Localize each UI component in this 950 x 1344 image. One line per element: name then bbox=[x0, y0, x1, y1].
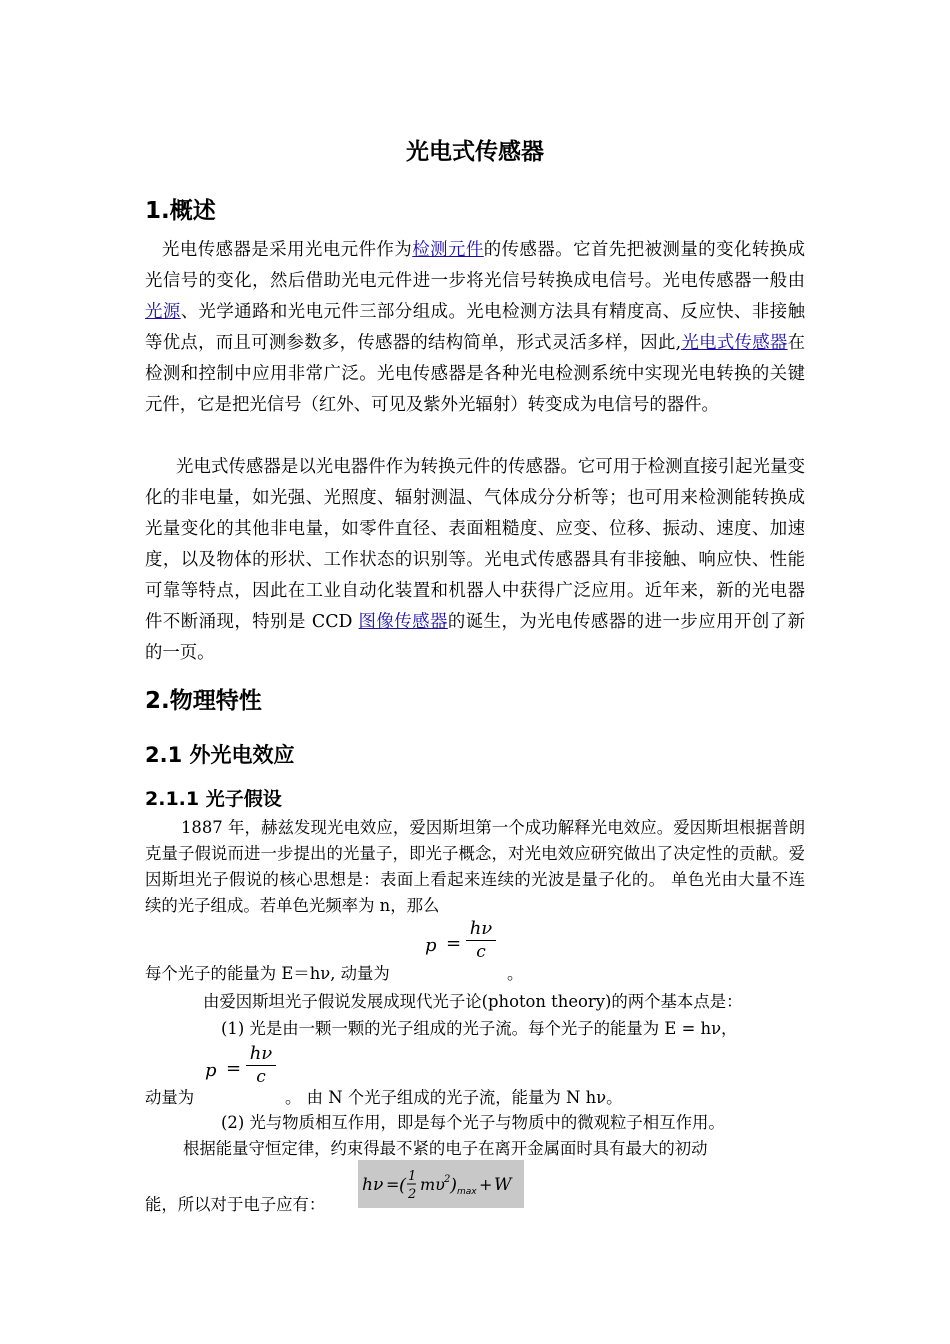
svg-text:mυ: mυ bbox=[420, 1175, 445, 1194]
svg-text:max: max bbox=[457, 1187, 477, 1197]
svg-text:1: 1 bbox=[408, 1169, 417, 1184]
link-image-sensor[interactable]: 图像传感器 bbox=[358, 612, 448, 632]
basic-point-1: (1) 光是由一颗一颗的光子组成的光子流。每个光子的能量为 E = hν， bbox=[221, 1019, 738, 1038]
photoelectric-equation-image bbox=[358, 1160, 524, 1208]
momentum-line-label: 动量为 bbox=[145, 1088, 195, 1107]
photon-hypothesis-paragraph: 1887 年，赫兹发现光电效应，爱因斯坦第一个成功解释光电效应。爱因斯坦根据普朗克量子假说而进一步提出的光量子，即光子概念，对光电效应研究做出了决定性的贡献。爱因斯坦光子假说的核心思想是：表面上看起来连续的光波是量子化的。 单色光由大量不连续的光子组成。若单色光频率为 n，那么 bbox=[145, 818, 805, 915]
energy-conservation-line: 根据能量守恒定律，约束得最不紧的电子在离开金属面时具有最大的初动 bbox=[183, 1139, 708, 1158]
section-heading-overview: 1.概述 bbox=[145, 198, 216, 224]
subsubsection-heading-photon-hypothesis: 2.1.1 光子假设 bbox=[145, 788, 282, 810]
link-light-source[interactable]: 光源 bbox=[145, 302, 181, 322]
photon-theory-line: 由爱因斯坦光子假说发展成现代光子论(photon theory)的两个基本点是： bbox=[203, 992, 743, 1011]
svg-text:=: = bbox=[386, 1175, 400, 1194]
svg-text:W: W bbox=[494, 1175, 512, 1195]
svg-text:hν: hν bbox=[362, 1175, 384, 1195]
section-heading-physics: 2.物理特性 bbox=[145, 688, 262, 714]
photon-energy-line: 每个光子的能量为 E＝hν, 动量为 bbox=[145, 964, 390, 983]
photon-flow-energy: 。 由 N 个光子组成的光子流，能量为 N hν。 bbox=[285, 1088, 623, 1107]
svg-text:(: ( bbox=[399, 1175, 407, 1196]
svg-text:): ) bbox=[450, 1175, 458, 1196]
photon-energy-line-end: 。 bbox=[507, 964, 524, 983]
svg-text:+: + bbox=[479, 1175, 493, 1194]
document-page: 光电式传感器 1.概述 光电传感器是采用光电元件作为检测元件的传感器。它首先把被测量的变化转换成光信号的变化，然后借助光电元件进一步将光信号转换成电信号。光电传感器一般由光源、光学通路和光电元件三部分组成。光电检测方法具有精度高、反应快、非接触等优点，而且可测参数多，传感器的结构简单，形式灵活多样，因此,光电式传感器在检测和控制中应用非常广泛。光电传感器是各种光电检测系统中实现光电转换的关键元件，它是把光信号（红外、可见及紫外光辐射）转变成为电信号的器件。 光电式传感器是以光电器件作为转换元件的传感器。它可用于检测直接引起光量变化的非电量，如光强、光照度、辐射测温、气体成分分析等；也可用来检测能转换成光量变化的其他非电量，如零件直径、表面粗糙度、应变、位移、振动、速度、加速度，以及物体的形状、工作状态的识别等。光电式传感器具有非接触、响应快、性能可靠等特点，因此在工业自动化装置和机器人中获得广泛应用。近年来，新的光电器件不断涌现，特别是 CCD 图像传感器的诞生，为光电传感器的进一步应用开创了新的一页。 2.物理特性 2.1 外光电效应 2.1.1 光子假设 1887 年，赫兹发现光电效应，爱因斯坦第一个成功解释光电效应。爱因斯坦根据普朗克量子假说而进一步提出的光量子，即光子概念，对光电效应研究做出了决定性的贡献。爱因斯坦光子假说的核心思想是：表面上看起来连续的光波是量子化的。 单色光由大量不连续的光子组成。若单色光频率为 n，那么 每个光子的能量为 E＝hν, 动量为 p = hν c 。 由爱因斯坦光子假说发展成现代光子论(photon theory)的两个基本点是： (1) 光是由一颗一颗的光子组成的光子流。每个光子的能量为 E = hν， 动量为 p = hν c 。 由 N 个光子组成的光子流，能量为 N hν。 (2) 光与物质相互作用，即是每个光子与物质中的微观粒子相互作用。 根据能量守恒定律，约束得最不紧的电子在离开金属面时具有最大的初动 能，所以对于电子应有： hν = ( 1 2 mυ 2 ) max + W bbox=[0, 0, 950, 1344]
overview-paragraph-1: 光电传感器是采用光电元件作为检测元件的传感器。它首先把被测量的变化转换成光信号的变化，然后借助光电元件进一步将光信号转换成电信号。光电传感器一般由光源、光学通路和光电元件三部分组成。光电检测方法具有精度高、反应快、非接触等优点，而且可测参数多，传感器的结构简单，形式灵活多样，因此,光电式传感器在检测和控制中应用非常广泛。光电传感器是各种光电检测系统中实现光电转换的关键元件，它是把光信号（红外、可见及紫外光辐射）转变成为电信号的器件。 bbox=[145, 240, 805, 415]
basic-point-2: (2) 光与物质相互作用，即是每个光子与物质中的微观粒子相互作用。 bbox=[221, 1113, 725, 1132]
overview-paragraph-2: 光电式传感器是以光电器件作为转换元件的传感器。它可用于检测直接引起光量变化的非电量，如光强、光照度、辐射测温、气体成分分析等；也可用来检测能转换成光量变化的其他非电量，如零件直径、表面粗糙度、应变、位移、振动、速度、加速度，以及物体的形状、工作状态的识别等。光电式传感器具有非接触、响应快、性能可靠等特点，因此在工业自动化装置和机器人中获得广泛应用。近年来，新的光电器件不断涌现，特别是 CCD 图像传感器的诞生，为光电传感器的进一步应用开创了新的一页。 bbox=[145, 457, 805, 663]
link-detection-element[interactable]: 检测元件 bbox=[412, 240, 484, 260]
link-photoelectric-sensor[interactable]: 光电式传感器 bbox=[681, 333, 788, 353]
svg-text:2: 2 bbox=[444, 1174, 451, 1185]
subsection-heading-external-effect: 2.1 外光电效应 bbox=[145, 743, 295, 767]
electron-energy-label: 能，所以对于电子应有： bbox=[145, 1195, 326, 1214]
svg-text:2: 2 bbox=[408, 1187, 417, 1202]
page-title: 光电式传感器 bbox=[406, 139, 544, 165]
